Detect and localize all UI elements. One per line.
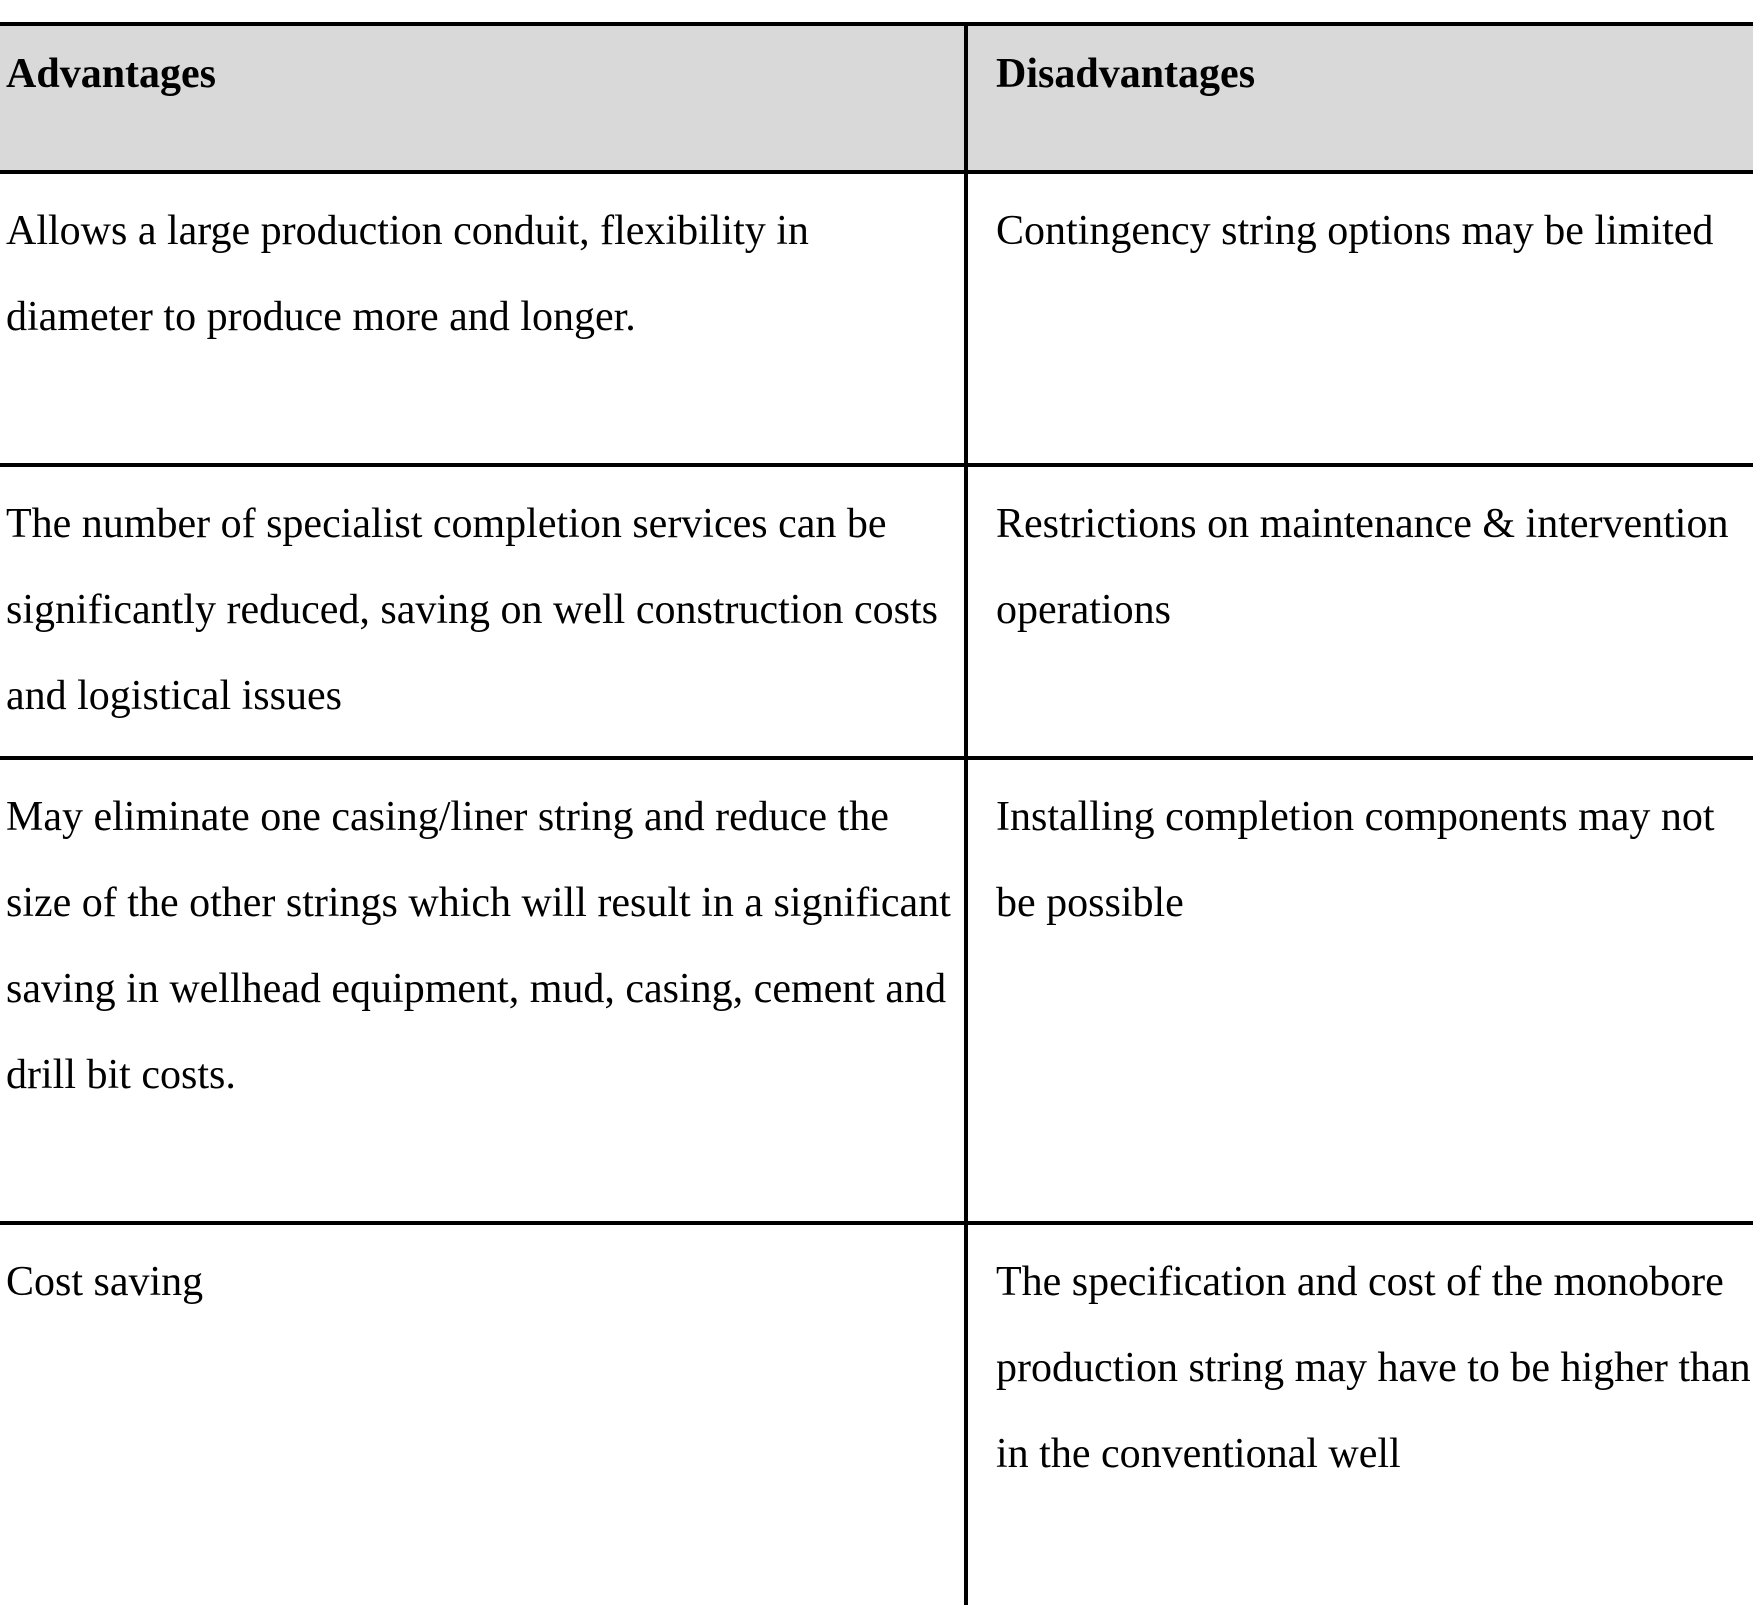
disadvantage-cell: Restrictions on maintenance & intervention operations (996, 501, 1729, 633)
advantage-cell: May eliminate one casing/liner string and reduce the size of the other strings which will result in a significant saving in wellhead equipment, mud, casing, cement and drill bit costs. (0, 760, 968, 1221)
table-row (0, 1225, 1753, 1605)
header-advantages: Advantages (0, 26, 968, 170)
disadvantage-cell: The specification and cost of the monobore production string may have to be higher than in the conventional well (996, 1259, 1751, 1477)
disadvantage-cell: Contingency string options may be limited (996, 208, 1714, 254)
table-row (0, 174, 1753, 467)
header-disadvantages: Disadvantages (996, 51, 1256, 97)
advantage-cell: Cost saving (0, 1225, 968, 1605)
advantage-cell: The number of specialist completion services can be significantly reduced, saving on well construction costs and logistical issues (0, 467, 968, 756)
advantages-disadvantages-table (0, 22, 1753, 1605)
table-row (0, 760, 1753, 1225)
advantage-cell: Allows a large production conduit, flexibility in diameter to produce more and longer. (0, 174, 968, 463)
table-row (0, 467, 1753, 760)
table-header-row (0, 22, 1753, 174)
disadvantage-cell: Installing completion components may not be possible (996, 794, 1715, 926)
